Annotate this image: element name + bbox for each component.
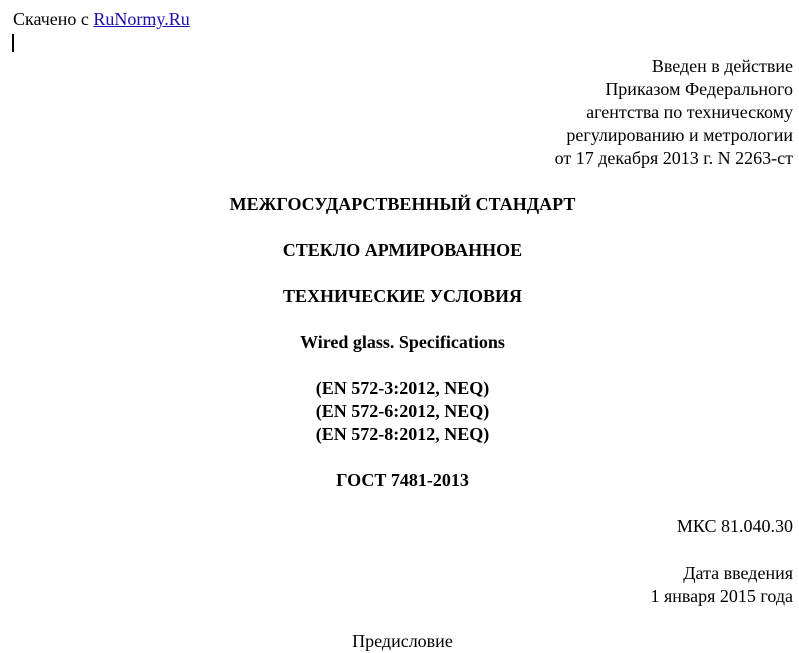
enactment-line-4: регулированию и метрологии	[566, 125, 793, 145]
enactment-line-5: от 17 декабря 2013 г. N 2263-ст	[554, 148, 793, 168]
download-prefix: Скачено с	[13, 9, 89, 29]
download-source-line	[13, 8, 190, 31]
standard-type-heading: МЕЖГОСУДАРСТВЕННЫЙ СТАНДАРТ	[229, 194, 576, 214]
reference-en-572-8: (EN 572-8:2012, NEQ)	[315, 424, 490, 444]
enactment-line-1: Введен в действие	[651, 56, 793, 76]
standard-designation: ГОСТ 7481-2013	[336, 470, 469, 490]
effective-date: 1 января 2015 года	[650, 586, 793, 606]
effective-date-label: Дата введения	[683, 563, 793, 583]
foreword-heading: Предисловие	[352, 631, 453, 651]
enactment-line-2: Приказом Федерального	[605, 79, 793, 99]
enactment-line-3: агентства по техническому	[586, 102, 793, 122]
mks-code: МКС 81.040.30	[676, 516, 793, 536]
reference-en-572-6: (EN 572-6:2012, NEQ)	[315, 401, 490, 421]
product-heading: СТЕКЛО АРМИРОВАННОЕ	[282, 240, 523, 260]
reference-en-572-3: (EN 572-3:2012, NEQ)	[315, 378, 490, 398]
runormy-link[interactable]: RuNormy.Ru	[93, 9, 190, 29]
english-title: Wired glass. Specifications	[300, 332, 505, 352]
text-cursor	[12, 34, 14, 52]
subject-heading: ТЕХНИЧЕСКИЕ УСЛОВИЯ	[283, 286, 522, 306]
